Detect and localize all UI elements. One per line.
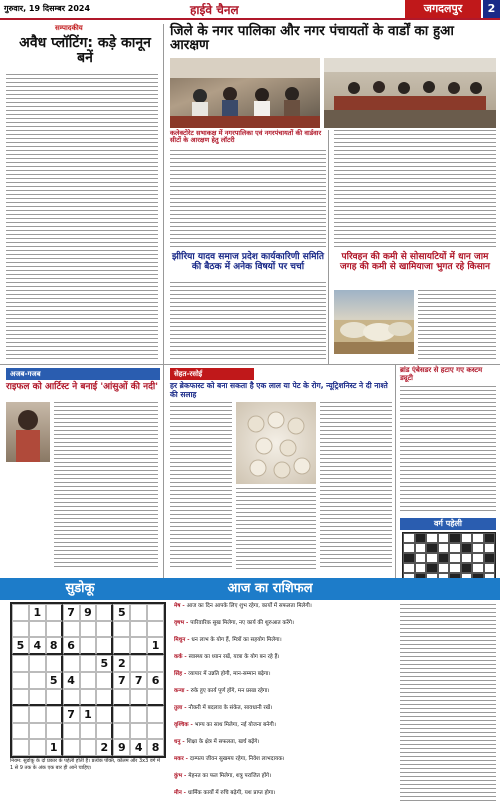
story4-body: [400, 386, 496, 516]
sudoku-cell[interactable]: 9: [113, 739, 130, 756]
sudoku-cell[interactable]: [80, 672, 97, 689]
sudoku-cell[interactable]: 1: [29, 604, 46, 621]
sudoku-cell[interactable]: [29, 723, 46, 739]
rashi-text: मेहनत का फल मिलेगा, शत्रु पराजित होंगे।: [188, 773, 272, 779]
sudoku-cell[interactable]: 8: [46, 637, 63, 655]
rashi-text: धार्मिक कार्यों में रुचि बढ़ेगी, यश प्राप्त होगा।: [187, 790, 276, 796]
editorial-body: [6, 74, 158, 362]
sudoku-cell[interactable]: 1: [46, 739, 63, 756]
column-rule: [395, 364, 396, 578]
health-body-1: [170, 402, 232, 574]
column-rule: [328, 130, 329, 364]
sudoku-cell[interactable]: [96, 723, 113, 739]
lead-headline: जिले के नगर पालिका और नगर पंचायतों के वार्डों का हुआ आरक्षण: [170, 23, 454, 54]
sudoku-cell[interactable]: 6: [147, 672, 164, 689]
column-rule: [163, 364, 164, 578]
sudoku-cell[interactable]: [147, 706, 164, 723]
column-rule: [163, 24, 164, 364]
sudoku-cell[interactable]: 1: [80, 706, 97, 723]
rashi-text: व्यापार में उन्नति होगी, मान-सम्मान बढ़ेगा।: [188, 671, 271, 677]
lead-photo-2: [324, 58, 496, 128]
sudoku-cell[interactable]: 2: [96, 739, 113, 756]
sudoku-cell[interactable]: [80, 723, 97, 739]
sudoku-cell[interactable]: [96, 689, 113, 705]
rashi-item: [174, 772, 394, 788]
sudoku-cell[interactable]: [147, 621, 164, 637]
sudoku-cell[interactable]: [29, 672, 46, 689]
sudoku-cell[interactable]: 8: [147, 739, 164, 756]
health-body-2: [236, 488, 316, 574]
health-body-3: [320, 402, 392, 574]
sudoku-cell[interactable]: [147, 655, 164, 672]
sudoku-cell[interactable]: 7: [113, 672, 130, 689]
sudoku-cell[interactable]: [80, 637, 97, 655]
sudoku-cell[interactable]: 9: [80, 604, 97, 621]
sudoku-cell[interactable]: [63, 655, 80, 672]
sudoku-cell[interactable]: [12, 604, 29, 621]
rashi-title: आज का राशिफल: [227, 581, 313, 596]
rashi-item: [174, 636, 394, 652]
sudoku-grid[interactable]: [10, 602, 166, 758]
sudoku-cell[interactable]: [46, 621, 63, 637]
rashi-item: [174, 619, 394, 635]
sudoku-cell[interactable]: [130, 604, 147, 621]
sudoku-cell[interactable]: [147, 604, 164, 621]
sudoku-cell[interactable]: [130, 655, 147, 672]
sudoku-cell[interactable]: [147, 723, 164, 739]
sudoku-cell[interactable]: [130, 706, 147, 723]
sudoku-cell[interactable]: 4: [63, 672, 80, 689]
sudoku-cell[interactable]: [29, 689, 46, 705]
rashi-item: [174, 789, 394, 805]
sudoku-cell[interactable]: [80, 655, 97, 672]
sudoku-cell[interactable]: [113, 637, 130, 655]
editorial-tag: सम्पादकीय: [55, 24, 83, 32]
anjal-body: [54, 402, 158, 574]
story2-body: [170, 282, 326, 362]
sudoku-cell[interactable]: 2: [113, 655, 130, 672]
sudoku-cell[interactable]: [63, 723, 80, 739]
lead-photo-caption: कलेक्टोरेट सभाकक्ष में नगरपालिका एवं नगरपंचायतों की वार्डवार सीटों के आरक्षण हेतु लॉटरी: [170, 129, 322, 145]
sudoku-cell[interactable]: [29, 621, 46, 637]
editorial-headline: अवैध प्लॉटिंग: कड़े कानून बनें: [19, 35, 151, 66]
rashi-item: [174, 721, 394, 737]
sudoku-instructions: नियम: सुडोकू के दो प्रकार के पहेली होती है। प्रत्येक पंक्ति, कॉलम और 3x3 वर्ग में 1 से 9 तक के अंक एक बार ही आने चाहिए।: [10, 758, 161, 771]
sudoku-cell[interactable]: [12, 672, 29, 689]
sudoku-cell[interactable]: 7: [63, 604, 80, 621]
rashi-text: भाग्य का साथ मिलेगा, नई योजना बनेगी।: [194, 722, 276, 728]
rashi-item: [174, 653, 394, 669]
crossword-title: वर्ग पहेली: [400, 518, 496, 530]
sudoku-cell[interactable]: [46, 723, 63, 739]
sudoku-cell[interactable]: [113, 689, 130, 705]
sudoku-cell[interactable]: [130, 637, 147, 655]
sudoku-cell[interactable]: 4: [130, 739, 147, 756]
sudoku-cell[interactable]: 5: [46, 672, 63, 689]
sudoku-cell[interactable]: 7: [130, 672, 147, 689]
sudoku-cell[interactable]: [113, 723, 130, 739]
rashi-item: [174, 755, 394, 771]
sudoku-cell[interactable]: [12, 621, 29, 637]
sudoku-cell[interactable]: [12, 706, 29, 723]
sudoku-cell[interactable]: [29, 655, 46, 672]
rashi-item: [174, 670, 394, 686]
rashi-sign: मकर -: [174, 756, 190, 762]
sudoku-cell[interactable]: [12, 723, 29, 739]
crossword-clues: [400, 604, 496, 804]
rashi-item: [174, 704, 394, 720]
sudoku-cell[interactable]: [12, 689, 29, 705]
sudoku-cell[interactable]: [46, 655, 63, 672]
lead-photo-1: [170, 58, 320, 128]
story3-photo: [334, 290, 414, 354]
sudoku-cell[interactable]: [96, 706, 113, 723]
lead-body-1: [170, 150, 326, 250]
rashi-text: दाम्पत्य जीवन सुखमय रहेगा, निवेश लाभदायक।: [189, 756, 285, 762]
health-photo: [236, 402, 316, 484]
health-tag: सेहत-रसोई: [170, 368, 254, 380]
rashi-sign: मीन -: [174, 790, 188, 796]
rashi-sign: कर्क -: [174, 654, 189, 660]
section-rule: [0, 364, 500, 365]
rashi-sign: मेष -: [174, 603, 187, 609]
story2-headline: झीरिया यादव समाज प्रदेश कार्यकारिणी समिति की बैठक में अनेक विषयों पर चर्चा: [171, 252, 324, 273]
anjal-headline: राइफल को आर्टिस्ट ने बनाई 'आंसुओं की नदी': [6, 382, 158, 392]
rashi-sign: धनु -: [174, 739, 187, 745]
sudoku-title: सुडोकू: [20, 580, 140, 598]
rashi-text: धन लाभ के योग हैं, मित्रों का सहयोग मिलेगा।: [191, 637, 282, 643]
anjal-photo: [6, 402, 50, 462]
paper-name: हाईवे चैनल: [190, 3, 239, 17]
rashi-text: नौकरी में बदलाव के संकेत, सावधानी रखें।: [188, 705, 273, 711]
sudoku-cell[interactable]: [63, 689, 80, 705]
rashi-item: [174, 738, 394, 754]
sudoku-cell[interactable]: [46, 689, 63, 705]
sudoku-cell[interactable]: 7: [63, 706, 80, 723]
rashi-text: शिक्षा के क्षेत्र में सफलता, खर्च बढ़ेंगे।: [186, 739, 260, 745]
sudoku-cell[interactable]: [46, 604, 63, 621]
sudoku-cell[interactable]: [96, 621, 113, 637]
story3-body: [418, 290, 496, 362]
sudoku-cell[interactable]: [80, 739, 97, 756]
sudoku-cell[interactable]: [29, 706, 46, 723]
rashi-sign: सिंह -: [174, 671, 189, 677]
sudoku-cell[interactable]: [63, 739, 80, 756]
rashi-item: [174, 602, 394, 618]
sudoku-cell[interactable]: [130, 621, 147, 637]
sudoku-cell[interactable]: 4: [29, 637, 46, 655]
rashi-item: [174, 687, 394, 703]
rashi-text: आज का दिन आपके लिए शुभ रहेगा, कार्यों में सफलता मिलेगी।: [186, 603, 312, 609]
sudoku-cell[interactable]: [12, 739, 29, 756]
story4-headline: ब्रांड एंबेसडर से हटाए गए कस्टम ड्यूटी: [400, 366, 483, 383]
city-tag: जगदलपुर: [405, 0, 481, 18]
sudoku-cell[interactable]: 5: [96, 655, 113, 672]
sudoku-cell[interactable]: [147, 689, 164, 705]
sudoku-cell[interactable]: [12, 655, 29, 672]
sudoku-cell[interactable]: [63, 621, 80, 637]
rashi-sign: मिथुन -: [174, 637, 192, 643]
sudoku-cell[interactable]: [130, 689, 147, 705]
anjal-tag: अजब-गजब: [6, 368, 160, 380]
sudoku-cell[interactable]: [46, 706, 63, 723]
rashi-sign: कन्या -: [174, 688, 191, 694]
sudoku-cell[interactable]: 1: [147, 637, 164, 655]
page-number: 2: [483, 0, 500, 18]
sudoku-cell[interactable]: 5: [113, 604, 130, 621]
sudoku-cell[interactable]: 5: [12, 637, 29, 655]
rashi-sign: तुला -: [174, 705, 189, 711]
sudoku-cell[interactable]: [80, 621, 97, 637]
issue-date: गुरुवार, 19 दिसम्बर 2024: [4, 4, 91, 13]
rashi-text: स्वास्थ्य का ध्यान रखें, यात्रा के योग बन रहे हैं।: [188, 654, 280, 660]
health-headline: हर ब्रेकफास्ट को बना सकता है एक लाल या पेट के रोग, न्यूट्रिशनिस्ट ने दी नाश्ते की सलाह: [170, 381, 388, 399]
rashi-sign: वृषभ -: [174, 620, 191, 626]
sudoku-cell[interactable]: [29, 739, 46, 756]
sudoku-cell[interactable]: [96, 672, 113, 689]
sudoku-cell[interactable]: [96, 604, 113, 621]
rashi-sign: कुंभ -: [174, 773, 189, 779]
sudoku-cell[interactable]: 6: [63, 637, 80, 655]
rashi-sign: वृश्चिक -: [174, 722, 195, 728]
sudoku-cell[interactable]: [80, 689, 97, 705]
sudoku-cell[interactable]: [113, 621, 130, 637]
rashi-text: रुके हुए कार्य पूर्ण होंगे, मन प्रसन्न रहेगा।: [190, 688, 270, 694]
story3-headline: परिवहन की कमी से सोसायटियों में धान जाम जगह की कमी से खामियाजा भुगत रहे किसान: [339, 252, 490, 273]
lead-body-2: [334, 130, 496, 250]
sudoku-cell[interactable]: [113, 706, 130, 723]
sudoku-cell[interactable]: [130, 723, 147, 739]
rashi-text: पारिवारिक सुख मिलेगा, नए कार्य की शुरुआत करेंगे।: [190, 620, 295, 626]
sudoku-cell[interactable]: [96, 637, 113, 655]
